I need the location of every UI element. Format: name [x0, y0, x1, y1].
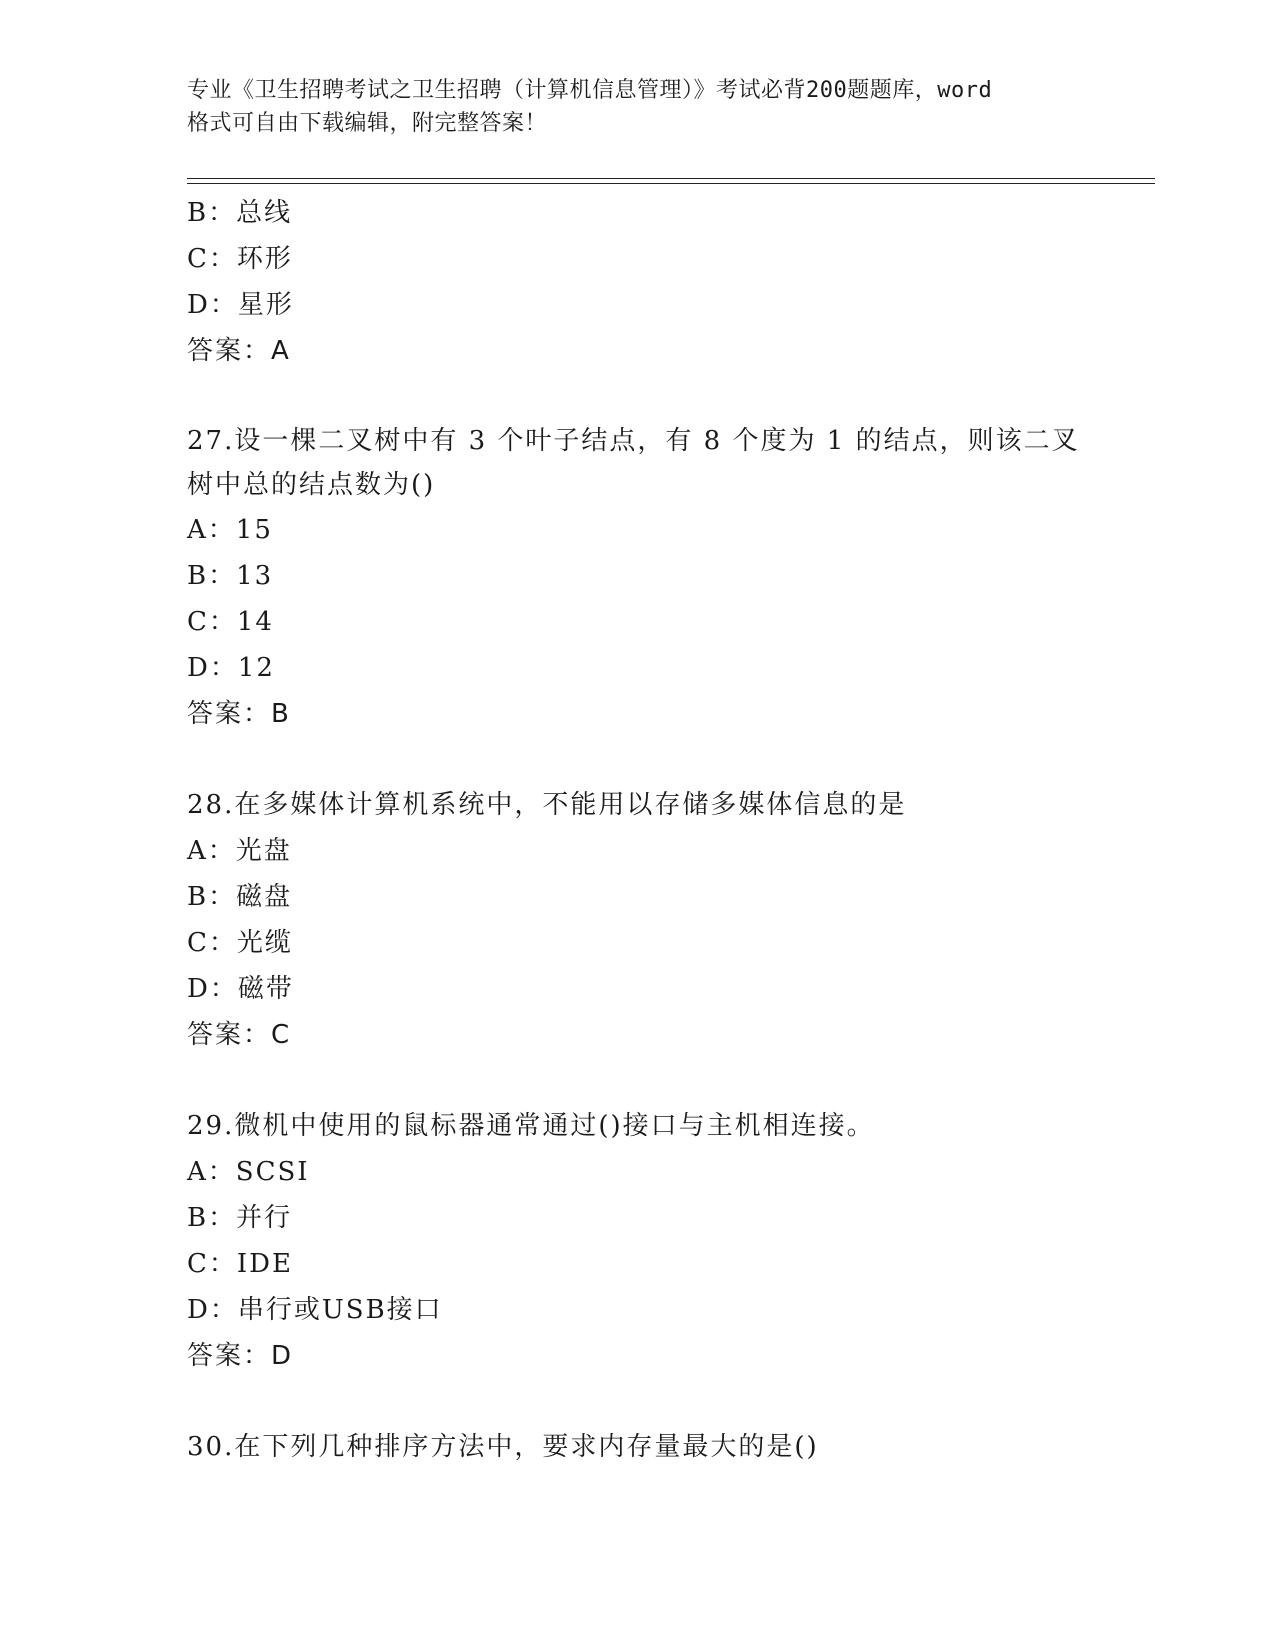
header-title-line-2: 格式可自由下载编辑，附完整答案！ — [187, 111, 548, 136]
option-b: B：总线 — [187, 198, 293, 228]
answer-line: 答案：A — [187, 336, 291, 366]
spacer — [187, 1379, 1147, 1424]
question-list — [187, 190, 1147, 1470]
option-c: C：14 — [187, 607, 274, 637]
option-d: D：磁带 — [187, 974, 294, 1004]
option-a: A：15 — [187, 515, 273, 545]
option-c: C：光缆 — [187, 928, 293, 958]
option-b: B：13 — [187, 561, 274, 591]
spacer — [187, 1058, 1147, 1103]
option-d: D：串行或USB接口 — [187, 1295, 443, 1325]
document-header — [187, 74, 1087, 140]
question-stem: 30.在下列几种排序方法中，要求内存量最大的是() — [187, 1432, 819, 1462]
question-26-tail — [187, 190, 1147, 374]
option-a: A：光盘 — [187, 836, 292, 866]
question-30 — [187, 1424, 1147, 1470]
option-c: C：IDE — [187, 1249, 293, 1279]
question-stem: 28.在多媒体计算机系统中，不能用以存储多媒体信息的是 — [187, 790, 907, 820]
question-stem — [187, 419, 1087, 507]
spacer — [187, 737, 1147, 782]
question-stem-line-2: 树中总的结点数为() — [187, 470, 436, 500]
answer-line: 答案：B — [187, 699, 291, 729]
header-title-line-1: 专业《卫生招聘考试之卫生招聘（计算机信息管理）》考试必背200题题库，word — [187, 78, 993, 103]
option-d: D：12 — [187, 653, 275, 683]
question-29 — [187, 1103, 1147, 1379]
option-b: B：磁盘 — [187, 882, 293, 912]
header-divider-top — [187, 178, 1155, 179]
answer-line: 答案：C — [187, 1020, 292, 1050]
spacer — [187, 374, 1147, 419]
option-b: B：并行 — [187, 1203, 293, 1233]
question-28 — [187, 782, 1147, 1058]
answer-line: 答案：D — [187, 1341, 294, 1371]
question-27 — [187, 419, 1147, 737]
option-a: A：SCSI — [187, 1157, 310, 1187]
option-c: C：环形 — [187, 244, 293, 274]
question-stem-line-1: 27.设一棵二叉树中有 3 个叶子结点，有 8 个度为 1 的结点，则该二叉 — [187, 426, 1080, 456]
option-d: D：星形 — [187, 290, 294, 320]
header-divider-bottom — [187, 183, 1155, 184]
question-stem: 29.微机中使用的鼠标器通常通过()接口与主机相连接。 — [187, 1111, 875, 1141]
